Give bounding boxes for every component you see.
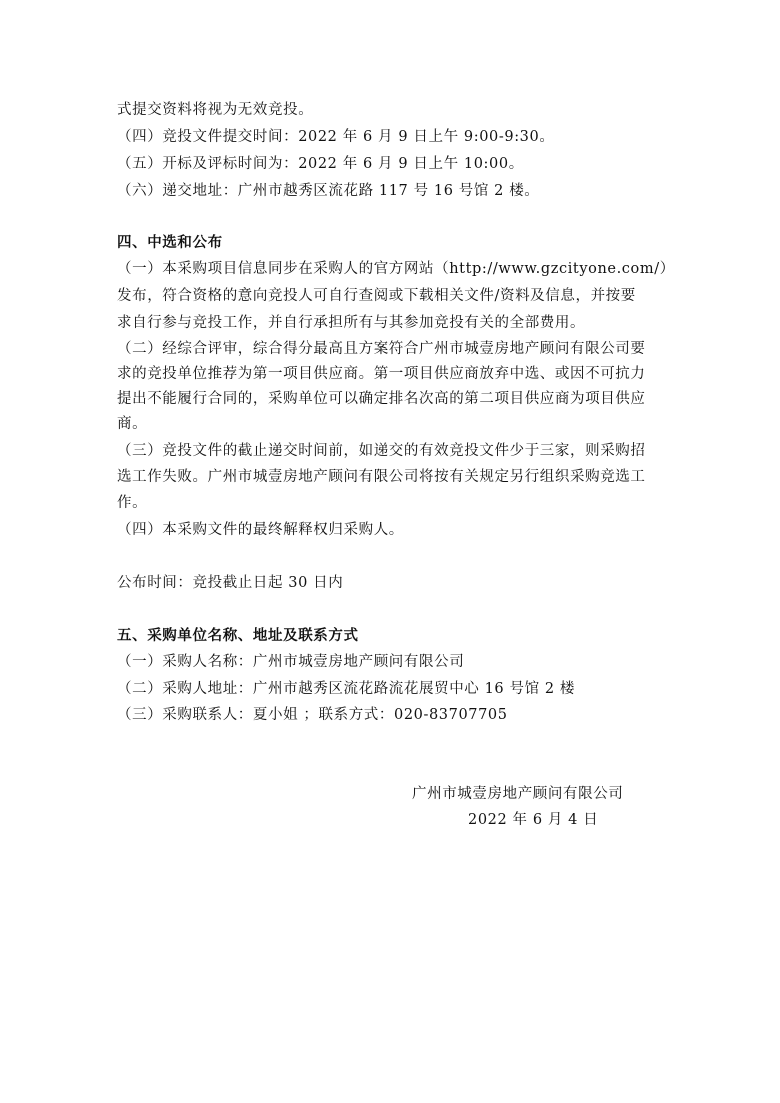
publish-time: 公布时间：竞投截止日起 30 日内 <box>117 575 344 591</box>
section5-line-3: （三）采购联系人：夏小姐 ；联系方式：020-83707705 <box>117 707 508 723</box>
section4-line-4: （二）经综合评审，综合得分最高且方案符合广州市城壹房地产顾问有限公司要 <box>117 341 646 357</box>
section4-line-8: （三）竞投文件的截止递交时间前，如递交的有效竞投文件少于三家，则采购招 <box>117 443 646 459</box>
section5-line-1: （一）采购人名称：广州市城壹房地产顾问有限公司 <box>117 654 465 670</box>
section4-line-9: 选工作失败。广州市城壹房地产顾问有限公司将按有关规定另行组织采购竞选工 <box>117 469 646 485</box>
section4-heading: 四、中选和公布 <box>117 234 223 251</box>
signature-company: 广州市城壹房地产顾问有限公司 <box>412 786 624 802</box>
section3-line-4: （六）递交地址：广州市越秀区流花路 117 号 16 号馆 2 楼。 <box>117 183 540 199</box>
section4-line-2: 发布，符合资格的意向竞投人可自行查阅或下载相关文件/资料及信息，并按要 <box>117 288 636 304</box>
section4-line-1: （一）本采购项目信息同步在采购人的官方网站（http://www.gzcityone.com/） <box>117 261 675 277</box>
section4-line-10: 作。 <box>117 495 148 511</box>
section3-line-2: （四）竞投文件提交时间：2022 年 6 月 9 日上午 9:00-9:30。 <box>117 129 555 145</box>
section4-line-3: 求自行参与竞投工作，并自行承担所有与其参加竞投有关的全部费用。 <box>117 315 586 331</box>
section3-line-1: 式提交资料将视为无效竞投。 <box>117 102 314 118</box>
section4-line-7: 商。 <box>117 416 148 432</box>
section4-line-5: 求的竞投单位推荐为第一项目供应商。第一项目供应商放弃中选、或因不可抗力 <box>117 366 646 382</box>
section5-line-2: （二）采购人地址：广州市越秀区流花路流花展贸中心 16 号馆 2 楼 <box>117 681 576 697</box>
signature-date: 2022 年 6 月 4 日 <box>468 812 599 828</box>
section4-line-11: （四）本采购文件的最终解释权归采购人。 <box>117 522 404 538</box>
section4-line-6: 提出不能履行合同的，采购单位可以确定排名次高的第二项目供应商为项目供应 <box>117 391 646 407</box>
section3-line-3: （五）开标及评标时间为：2022 年 6 月 9 日上午 10:00。 <box>117 156 524 172</box>
section5-heading: 五、采购单位名称、地址及联系方式 <box>117 627 359 644</box>
